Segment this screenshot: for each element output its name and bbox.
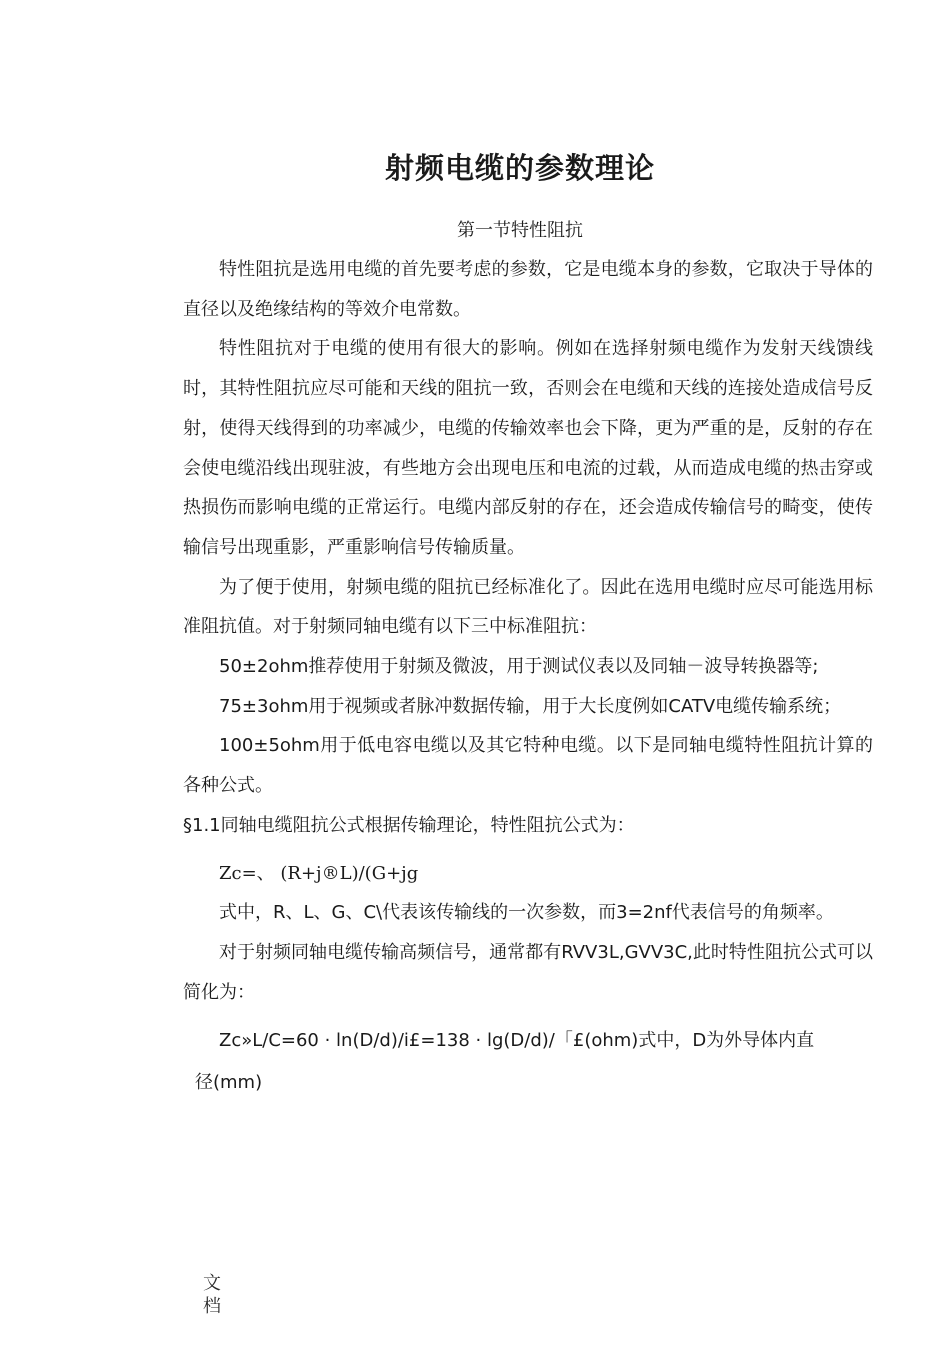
footer-label [200, 1272, 224, 1318]
section-heading: 第一节特性阻抗 [457, 220, 583, 241]
paragraph-75ohm: 75±3ohm用于视频或者脉冲数据传输，用于大长度例如CATV电缆传输系统； [219, 695, 842, 717]
subsection-heading: §1.1同轴电缆阻抗公式根据传输理论，特性阻抗公式为： [183, 814, 635, 836]
paragraph-100ohm: 100±5ohm用于低电容电缆以及其它特种电缆。以下是同轴电缆特性阻抗计算的各种公式。 [183, 735, 873, 797]
formula-simplified [183, 1018, 873, 1102]
document-body [183, 250, 873, 1102]
formula-impedance: Zc=、 (R+j®L)/(G+jg [219, 862, 419, 884]
footer-char-1: 文 [203, 1273, 221, 1294]
formula-simplified-line2: 径(mm) [195, 1072, 263, 1094]
paragraph-standard: 为了便于使用，射频电缆的阻抗已经标准化了。因此在选用电缆时应尽可能选用标准阻抗值。对于射频同轴电缆有以下三中标准阻抗： [183, 576, 873, 638]
paragraph-50ohm: 50±2ohm推荐使用于射频及微波，用于测试仪表以及同轴－波导转换器等; [219, 656, 819, 678]
paragraph-intro: 特性阻抗是选用电缆的首先要考虑的参数，它是电缆本身的参数，它取决于导体的直径以及绝缘结构的等效介电常数。 [183, 259, 873, 320]
paragraph-impact: 特性阻抗对于电缆的使用有很大的影响。例如在选择射频电缆作为发射天线馈线时，其特性阻抗应尽可能和天线的阻抗一致，否则会在电缆和天线的连接处造成信号反射，使得天线得到的功率减少，电缆的传输效率也会下降，更为严重的是，反射的存在会使电缆沿线出现驻波，有些地方会出现电压和电流的过载，从而造成电缆的热击穿或热损伤而影响电缆的正常运行。电缆内部反射的存在，还会造成传输信号的畸变，使传输信号出现重影，严重影响信号传输质量。 [183, 338, 873, 558]
formula-simplified-line1: Zc»L/C=60 · ln(D/d)/i£=138 · lg(D/d)/「£(ohm)式中，D为外导体内直 [219, 1030, 815, 1052]
paragraph-parameters: 式中，R、L、G、C\代表该传输线的一次参数，而3=2nf代表信号的角频率。 [219, 902, 834, 924]
footer-char-2: 档 [203, 1296, 221, 1317]
paragraph-simplify: 对于射频同轴电缆传输高频信号，通常都有RVV3L,GVV3C,此时特性阻抗公式可以简化为： [183, 941, 873, 1003]
document-title: 射频电缆的参数理论 [384, 151, 655, 185]
